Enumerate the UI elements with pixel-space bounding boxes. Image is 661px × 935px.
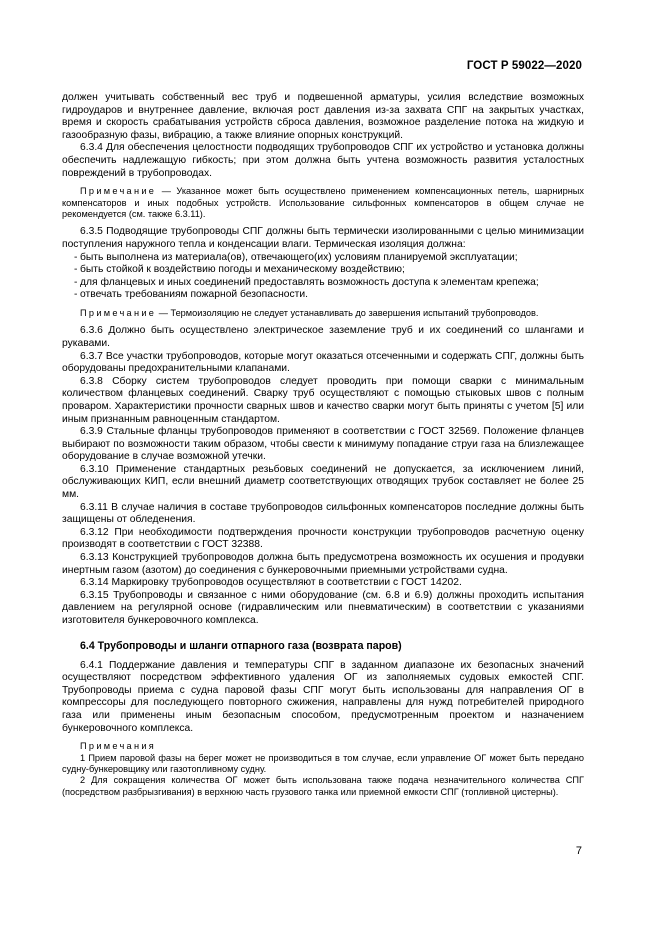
paragraph-6-3-10: 6.3.10 Применение стандартных резьбовых соединений не допускается, за исключением линий, обслуживающих КИП, если внешний диаметр соответствующих отводящих трубок составляет не более 25 мм.	[62, 463, 584, 501]
note-1	[62, 186, 584, 220]
note-1-label: Примечание	[80, 186, 157, 197]
note-2	[62, 308, 584, 319]
page-number: 7	[575, 845, 582, 857]
paragraph-6-3-6: 6.3.6 Должно быть осуществлено электрическое заземление труб и их соединений со шлангами и рукавами.	[62, 325, 584, 349]
list-item: - для фланцевых и иных соединений предоставлять возможность доступа к элементам крепежа;	[62, 277, 584, 290]
list-item: - отвечать требованиям пожарной безопасности.	[62, 289, 584, 302]
note-2-label: Примечание	[80, 307, 157, 318]
document-id-header: ГОСТ Р 59022—2020	[466, 60, 582, 72]
note-2-text: — Термоизоляцию не следует устанавливать до завершения испытаний трубопроводов.	[156, 307, 539, 318]
note-item-1: 1 Прием паровой фазы на берег может не производиться в том случае, если управление ОГ может быть передано судну-бункеровщику или газотопливному судну.	[62, 752, 584, 774]
paragraph-6-4-1: 6.4.1 Поддержание давления и температуры СПГ в заданном диапазоне их безопасных значений осуществляют посредством эффективного удаления ОГ из заполняемых судовых емкостей СПГ. Трубопроводы приема с судна паровой фазы СПГ могут быть использованы для направления ОГ в компрессоры для последующего повторного сжижения, направлены для нужд потребителей природного газа или применены иным безопасным способом, предусмотренным проектом и назначением бункеровочного комплекса.	[62, 659, 584, 734]
paragraph-6-3-5: 6.3.5 Подводящие трубопроводы СПГ должны быть термически изолированными с целью минимизации поступления наружного тепла и конденсации влаги. Термическая изоляция должна:	[62, 226, 584, 250]
paragraph-6-3-7: 6.3.7 Все участки трубопроводов, которые могут оказаться отсеченными и содержать СПГ, должны быть оборудованы предохранительными клапанами.	[62, 350, 584, 375]
section-6-4-heading: 6.4 Трубопроводы и шланги отпарного газа (возврата паров)	[80, 639, 402, 652]
list-item: - быть выполнена из материала(ов), отвечающего(их) условиям планируемой эксплуатации;	[62, 252, 584, 265]
paragraph-6-3-9: 6.3.9 Стальные фланцы трубопроводов применяют в соответствии с ГОСТ 32569. Положение фланцев выбирают по возможности таким образом, чтобы свести к минимуму попадание струи газа на близлежащее оборудование в случае возможной утечки.	[62, 426, 584, 463]
insulation-requirements-list	[62, 252, 584, 302]
note-1-text: — Указанное может быть осуществлено применением компенсационных петель, шарнирных компенсаторов и иных подобных устройств. Использование сильфонных компенсаторов в общем случае не рекомендуется (см. также 6.3.11).	[62, 186, 584, 219]
paragraph-6-3-8: 6.3.8 Сборку систем трубопроводов следует проводить при помощи сварки с минимальным количеством фланцевых соединений. Сварку труб осуществляют с помощью стыковых швов с полным проваром. Характеристики прочности сварных швов и качество сварки могут быть приняты с учетом [5] или иным признанным равноценным стандартом.	[62, 375, 584, 425]
paragraph-continuation: должен учитывать собственный вес труб и подвешенной арматуры, усилия вследствие возможных гидроударов и внутреннее давление, включая рост давления из-за захвата СПГ на закрытых участках, время и скорость срабатывания устройств сброса давления, возможное разделение потока на жидкую и газообразную фазы, вибрацию, а также влияние опорных конструкций.	[62, 92, 584, 141]
paragraph-6-3-15: 6.3.15 Трубопроводы и связанное с ними оборудование (см. 6.8 и 6.9) должны проходить испытания давлением на регулярной основе (гидравлическим или пневматическим) в соответствии с указаниями изготовителя бункеровочного комплекса.	[62, 589, 584, 626]
paragraph-6-3-11: 6.3.11 В случае наличия в составе трубопроводов сильфонных компенсаторов последние должны быть защищены от обледенения.	[62, 501, 584, 526]
note-item-2: 2 Для сокращения количества ОГ может быть использована также подача незначительного количества СПГ (посредством разбрызгивания) в верхнюю часть грузового танка или приемной емкости СПГ (топливной цистерны).	[62, 775, 584, 797]
paragraph-6-3-4: 6.3.4 Для обеспечения целостности подводящих трубопроводов СПГ их устройство и установка должны обеспечить надлежащую гибкость; при этом должна быть учтена возможность развития усталостных повреждений в трубопроводах.	[62, 142, 584, 179]
paragraph-6-3-12: 6.3.12 При необходимости подтверждения прочности конструкции трубопроводов расчетную оценку производят в соответствии с ГОСТ 32388.	[62, 526, 584, 551]
list-item: - быть стойкой к воздействию погоды и механическому воздействию;	[62, 264, 584, 277]
notes-heading: Примечания	[80, 741, 157, 752]
paragraph-6-3-13: 6.3.13 Конструкцией трубопроводов должна быть предусмотрена возможность их осушения и продувки инертным газом (азотом) до соединения с бункеровочными приемными устройствами судна.	[62, 552, 584, 576]
page-content	[62, 92, 584, 798]
paragraph-6-3-14: 6.3.14 Маркировку трубопроводов осуществляют в соответствии с ГОСТ 14202.	[80, 577, 462, 589]
